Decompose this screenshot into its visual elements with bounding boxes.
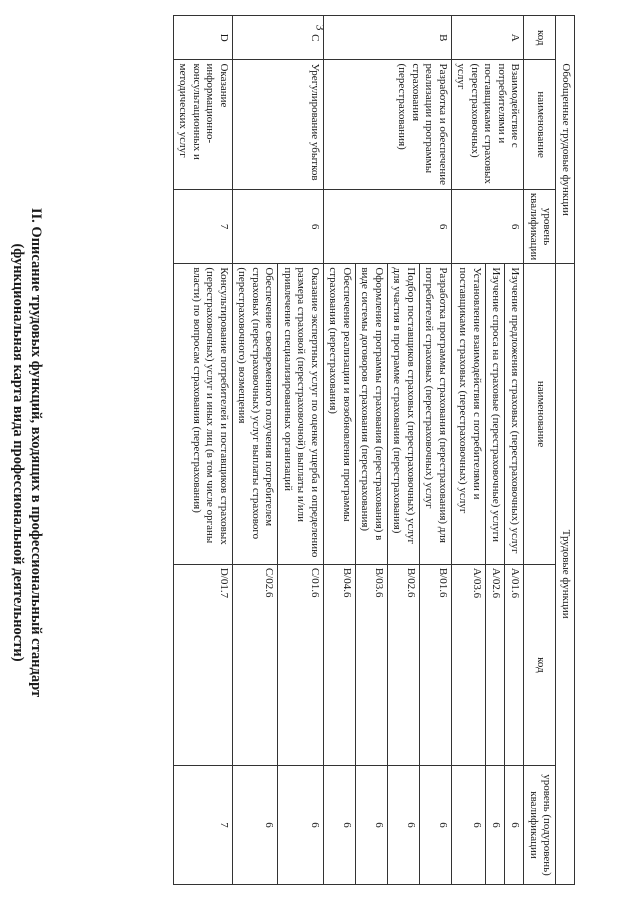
function-name: Изучение спроса на страховые (перестраховочные) услуги <box>485 264 504 565</box>
function-level: 7 <box>174 766 233 885</box>
group-name: Оказание информационно-консультационных и методических услуг <box>174 60 233 189</box>
function-level: 6 <box>324 766 356 885</box>
table-row <box>174 16 233 885</box>
function-level: 6 <box>356 766 388 885</box>
function-code: A/02.6 <box>485 564 504 765</box>
function-level: 6 <box>452 766 486 885</box>
table-row <box>420 16 452 885</box>
header-subcode: код <box>524 564 556 765</box>
section-title <box>9 5 45 900</box>
rotated-page <box>5 5 630 900</box>
function-level: 6 <box>420 766 452 885</box>
group-level: 6 <box>233 189 324 263</box>
function-name: Обеспечение реализации и возобновления программы страхования (перестрахования) <box>324 264 356 565</box>
header-level: уровень квалификации <box>524 189 556 263</box>
function-name: Оказание экспертных услуг по оценке ущерба и определению размера страховой (перестраховочной) выплаты и/или привлечение специализированных организаций <box>278 264 324 565</box>
function-code: C/02.6 <box>233 564 279 765</box>
function-code: B/04.6 <box>324 564 356 765</box>
function-level: 6 <box>485 766 504 885</box>
group-level: 6 <box>324 189 452 263</box>
function-level: 6 <box>233 766 279 885</box>
group-name: Взаимодействие с потребителями и поставщиками страховых (перестраховочных) услуг <box>452 60 525 189</box>
function-name: Разработка программы страхования (перестрахования) для потребителей страховых (перестраховочных) услуг <box>420 264 452 565</box>
group-name: Разработка и обеспечение реализации программы страхования (перестрахования) <box>324 60 452 189</box>
function-level: 6 <box>278 766 324 885</box>
title-line-1: II. Описание трудовых функций, входящих в профессиональный стандарт <box>28 207 44 698</box>
header-code: код <box>524 16 556 60</box>
header-generalized: Обобщенные трудовые функции <box>556 16 575 264</box>
function-name: Подбор поставщиков страховых (перестраховочных) услуг для участия в программе страхования (перестрахования) <box>388 264 420 565</box>
function-name: Консультирование потребителей и поставщиков страховых (перестраховочных) услуг и иных лиц (в том числе органы власти) по вопросам страхования (перестрахования) <box>174 264 233 565</box>
table-row <box>278 16 324 885</box>
header-labor: Трудовые функции <box>556 264 575 885</box>
title-line-2: (функциональная карта вида профессиональной деятельности) <box>10 243 26 662</box>
function-code: A/01.6 <box>505 564 524 765</box>
function-name: Изучение предложения страховых (перестраховочных) услуг <box>505 264 524 565</box>
group-level: 6 <box>452 189 525 263</box>
function-code: D/01.7 <box>174 564 233 765</box>
functional-map-table <box>173 15 575 885</box>
group-level: 7 <box>174 189 233 263</box>
function-code: A/03.6 <box>452 564 486 765</box>
function-code: B/02.6 <box>388 564 420 765</box>
group-code: D <box>174 16 233 60</box>
function-code: B/01.6 <box>420 564 452 765</box>
function-name: Обеспечение своевременного получения потребителем страховых (перестраховочных) услуг выплаты страхового (перестраховочного) возмещения <box>233 264 279 565</box>
group-code: A <box>452 16 525 60</box>
page-number: 3 <box>313 24 328 31</box>
function-name: Установление взаимодействия с потребителями и поставщиками страховых (перестраховочных) услуг <box>452 264 486 565</box>
function-level: 6 <box>388 766 420 885</box>
function-code: B/03.6 <box>356 564 388 765</box>
group-code: B <box>324 16 452 60</box>
table-row <box>505 16 524 885</box>
group-name: Урегулирование убытков <box>233 60 324 189</box>
header-subname: наименование <box>524 264 556 565</box>
function-code: C/01.6 <box>278 564 324 765</box>
header-name: наименование <box>524 60 556 189</box>
function-name: Оформление программы страхования (перестрахования) в виде системы договоров страхования (перестрахования) <box>356 264 388 565</box>
header-sublevel: уровень (подуровень) квалификации <box>524 766 556 885</box>
group-code: C <box>233 16 324 60</box>
function-level: 6 <box>505 766 524 885</box>
